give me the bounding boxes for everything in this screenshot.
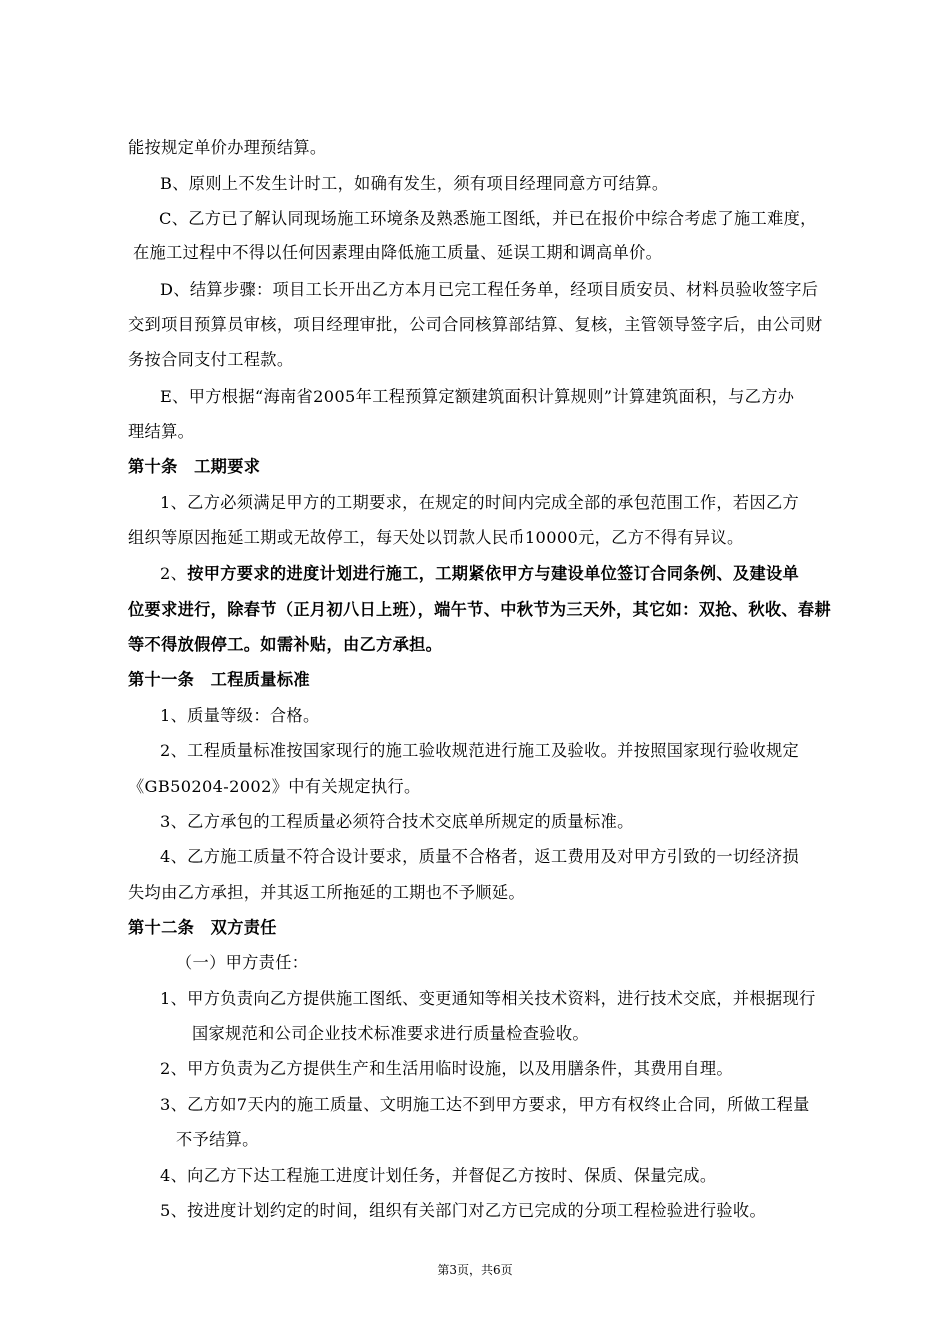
text-line: 3、乙方承包的工程质量必须符合技术交底单所规定的质量标准。 [160,812,634,831]
text-line: 1、质量等级：合格。 [160,706,320,725]
text-line: 理结算。 [128,422,195,441]
bold-clause-line [160,562,799,586]
text-line: C、乙方已了解认同现场施工环境条及熟悉施工图纸，并已在报价中综合考虑了施工难度， [159,209,817,228]
text-line: E、甲方根据“海南省2005年工程预算定额建筑面积计算规则”计算建筑面积，与乙方办 [160,387,795,406]
text-line: D、结算步骤：项目工长开出乙方本月已完工程任务单，经项目质安员、材料员验收签字后 [160,280,819,299]
text-line: 不予结算。 [176,1130,259,1149]
section-heading-10: 第十条 工期要求 [128,457,261,476]
text-line: 交到项目预算员审核，项目经理审批，公司合同核算部结算、复核，主管领导签字后，由公司财 [128,315,823,334]
text-line: 《GB50204-2002》中有关规定执行。 [128,777,421,796]
text-line: 1、甲方负责向乙方提供施工图纸、变更通知等相关技术资料，进行技术交底，并根据现行 [160,989,816,1008]
subsection-heading: （一）甲方责任： [176,953,309,972]
text-line: 国家规范和公司企业技术标准要求进行质量检查验收。 [192,1024,589,1043]
bold-clause-line: 等不得放假停工。如需补贴，由乙方承担。 [128,635,443,654]
text-line: 2、工程质量标准按国家现行的施工验收规范进行施工及验收。并按照国家现行验收规定 [160,741,800,760]
page-footer: 第3页，共6页 [437,1263,513,1277]
section-heading-11: 第十一条 工程质量标准 [128,670,310,689]
text-line: 1、乙方必须满足甲方的工期要求，在规定的时间内完成全部的承包范围工作，若因乙方 [160,493,800,512]
text-line: B、原则上不发生计时工，如确有发生，须有项目经理同意方可结算。 [160,174,669,193]
text-line: 失均由乙方承担，并其返工所拖延的工期也不予顺延。 [128,883,525,902]
clause-text: 按甲方要求的进度计划进行施工，工期紧依甲方与建设单位签订合同条例、及建设单 [187,564,800,583]
text-line: 5、按进度计划约定的时间，组织有关部门对乙方已完成的分项工程检验进行验收。 [160,1201,766,1220]
text-line: 2、甲方负责为乙方提供生产和生活用临时设施，以及用膳条件，其费用自理。 [160,1059,733,1078]
text-line: 在施工过程中不得以任何因素理由降低施工质量、延误工期和调高单价。 [133,243,663,262]
text-line: 务按合同支付工程款。 [128,350,294,369]
text-line: 组织等原因拖延工期或无故停工，每天处以罚款人民币10000元，乙方不得有异议。 [128,528,744,547]
text-line: 4、向乙方下达工程施工进度计划任务，并督促乙方按时、保质、保量完成。 [160,1166,717,1185]
section-heading-12: 第十二条 双方责任 [128,918,277,937]
clause-number: 2、 [160,564,188,583]
text-line: 能按规定单价办理预结算。 [128,138,327,157]
bold-clause-line: 位要求进行，除春节（正月初八日上班），端午节、中秋节为三天外，其它如：双抢、秋收、春耕 [128,600,832,619]
text-line: 4、乙方施工质量不符合设计要求，质量不合格者，返工费用及对甲方引致的一切经济损 [160,847,800,866]
text-line: 3、乙方如7天内的施工质量、文明施工达不到甲方要求，甲方有权终止合同，所做工程量 [160,1095,810,1114]
